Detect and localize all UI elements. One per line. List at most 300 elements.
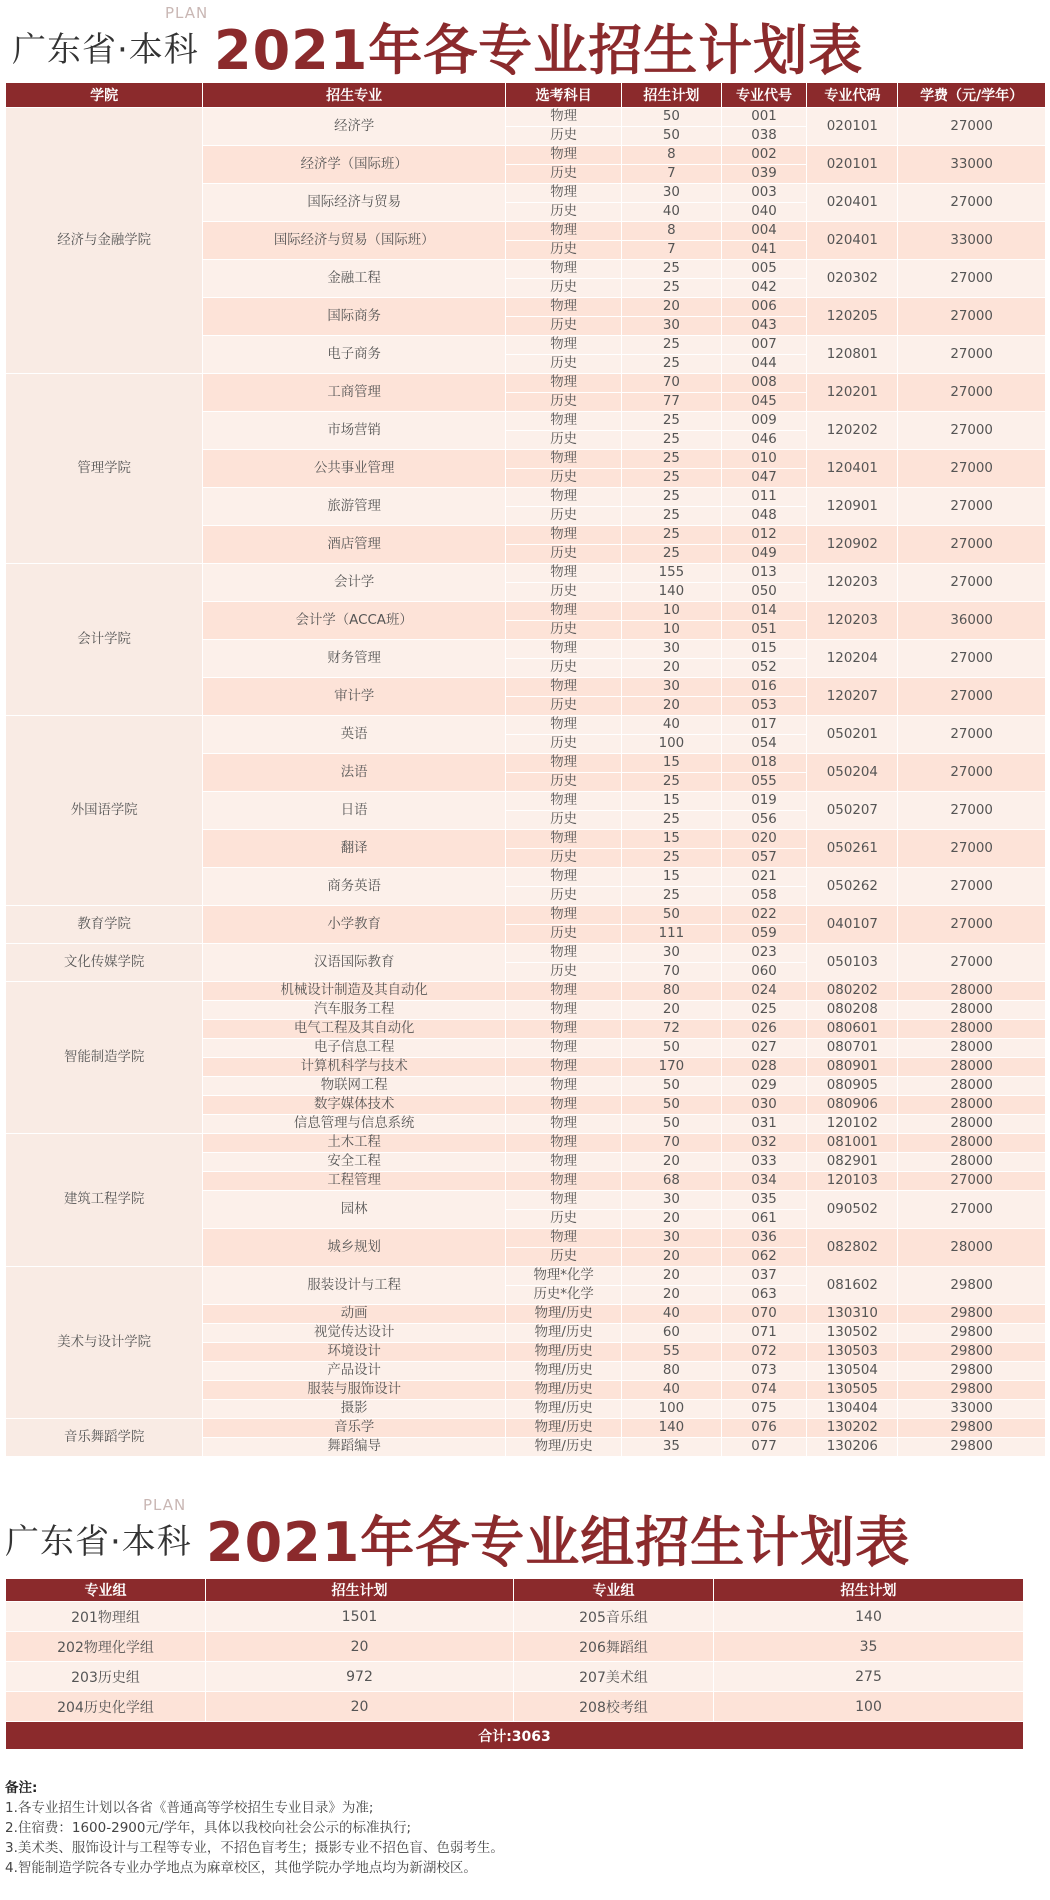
subject-cell: 物理/历史 — [506, 1381, 622, 1400]
major-code-cell: 080701 — [807, 1039, 898, 1058]
plan-count-cell: 30 — [622, 184, 721, 203]
major-id-cell: 002 — [721, 146, 807, 165]
major-id-cell: 006 — [721, 298, 807, 317]
major-code-cell: 130310 — [807, 1305, 898, 1324]
subject-cell: 历史 — [506, 279, 622, 298]
tuition-cell: 27000 — [898, 298, 1046, 336]
subject-cell: 物理 — [506, 412, 622, 431]
tuition-cell: 28000 — [898, 1229, 1046, 1267]
plan-count-cell: 20 — [622, 1210, 721, 1229]
tuition-cell: 28000 — [898, 1020, 1046, 1039]
tuition-cell: 27000 — [898, 374, 1046, 412]
plan-count-cell: 50 — [622, 1039, 721, 1058]
plan-count-cell: 25 — [622, 526, 721, 545]
major-id-cell: 038 — [721, 127, 807, 146]
major-code-cell: 050261 — [807, 830, 898, 868]
plan-count-cell: 25 — [622, 887, 721, 906]
subject-cell: 物理/历史 — [506, 1305, 622, 1324]
subject-cell: 历史 — [506, 431, 622, 450]
subject-cell: 物理 — [506, 1096, 622, 1115]
major-name-cell: 服装设计与工程 — [203, 1267, 506, 1305]
major-name-cell: 园林 — [203, 1191, 506, 1229]
major-name-cell: 视觉传达设计 — [203, 1324, 506, 1343]
major-id-cell: 013 — [721, 564, 807, 583]
subject-cell: 物理 — [506, 944, 622, 963]
major-code-cell: 020401 — [807, 184, 898, 222]
tuition-cell: 27000 — [898, 108, 1046, 146]
major-plan-table — [5, 82, 1046, 1457]
total-cell: 合计:3063 — [6, 1722, 1024, 1750]
major-name-cell: 审计学 — [203, 678, 506, 716]
major-name-cell: 信息管理与信息系统 — [203, 1115, 506, 1134]
major-id-cell: 060 — [721, 963, 807, 982]
group-name-cell: 208校考组 — [514, 1692, 714, 1722]
major-id-cell: 045 — [721, 393, 807, 412]
header-subtitle: 广东省·本科 — [12, 30, 199, 70]
major-code-cell: 130502 — [807, 1324, 898, 1343]
subject-cell: 历史 — [506, 583, 622, 602]
subject-cell: 物理/历史 — [506, 1438, 622, 1457]
major-name-cell: 汽车服务工程 — [203, 1001, 506, 1020]
header-1 — [0, 0, 1050, 82]
note-item: 4.智能制造学院各专业办学地点为麻章校区，其他学院办学地点均为新湖校区。 — [5, 1860, 477, 1876]
major-id-cell: 007 — [721, 336, 807, 355]
subject-cell: 物理 — [506, 222, 622, 241]
subject-cell: 物理 — [506, 336, 622, 355]
tuition-cell: 28000 — [898, 1134, 1046, 1153]
major-code-cell: 020302 — [807, 260, 898, 298]
plan-count-cell: 20 — [622, 298, 721, 317]
major-code-cell: 120103 — [807, 1172, 898, 1191]
major-code-cell: 120401 — [807, 450, 898, 488]
major-name-cell: 环境设计 — [203, 1343, 506, 1362]
major-id-cell: 070 — [721, 1305, 807, 1324]
note-item: 2.住宿费：1600-2900元/学年，具体以我校向社会公示的标准执行; — [5, 1820, 412, 1836]
plan-count-cell: 25 — [622, 450, 721, 469]
major-code-cell: 080601 — [807, 1020, 898, 1039]
group-name-cell: 203历史组 — [6, 1662, 206, 1692]
subject-cell: 物理 — [506, 716, 622, 735]
column-header: 专业组 — [514, 1579, 714, 1602]
major-name-cell: 小学教育 — [203, 906, 506, 944]
subject-cell: 物理 — [506, 1172, 622, 1191]
major-name-cell: 音乐学 — [203, 1419, 506, 1438]
major-id-cell: 036 — [721, 1229, 807, 1248]
college-cell: 文化传媒学院 — [6, 944, 203, 982]
tuition-cell: 27000 — [898, 450, 1046, 488]
major-id-cell: 005 — [721, 260, 807, 279]
subject-cell: 物理*化学 — [506, 1267, 622, 1286]
major-id-cell: 034 — [721, 1172, 807, 1191]
subject-cell: 历史 — [506, 811, 622, 830]
column-header: 招生计划 — [206, 1579, 514, 1602]
subject-cell: 历史 — [506, 393, 622, 412]
plan-count-cell: 15 — [622, 830, 721, 849]
subject-cell: 物理 — [506, 602, 622, 621]
subject-cell: 物理/历史 — [506, 1419, 622, 1438]
plan-count-cell: 30 — [622, 678, 721, 697]
major-name-cell: 国际商务 — [203, 298, 506, 336]
tuition-cell: 27000 — [898, 716, 1046, 754]
tuition-cell: 28000 — [898, 1096, 1046, 1115]
major-id-cell: 075 — [721, 1400, 807, 1419]
plan-count-cell: 155 — [622, 564, 721, 583]
major-id-cell: 048 — [721, 507, 807, 526]
major-code-cell: 050103 — [807, 944, 898, 982]
major-id-cell: 019 — [721, 792, 807, 811]
major-id-cell: 027 — [721, 1039, 807, 1058]
table-row — [6, 1602, 1024, 1632]
major-id-cell: 033 — [721, 1153, 807, 1172]
plan-count-cell: 80 — [622, 982, 721, 1001]
subject-cell: 物理 — [506, 260, 622, 279]
major-code-cell: 080906 — [807, 1096, 898, 1115]
plan-count-cell: 7 — [622, 165, 721, 184]
plan-count-cell: 20 — [622, 1001, 721, 1020]
college-cell: 建筑工程学院 — [6, 1134, 203, 1267]
major-name-cell: 摄影 — [203, 1400, 506, 1419]
subject-cell: 物理 — [506, 1191, 622, 1210]
major-id-cell: 016 — [721, 678, 807, 697]
group-name-cell: 206舞蹈组 — [514, 1632, 714, 1662]
subject-cell: 历史 — [506, 355, 622, 374]
subject-cell: 物理 — [506, 1115, 622, 1134]
subject-cell: 物理 — [506, 184, 622, 203]
tuition-cell: 27000 — [898, 488, 1046, 526]
major-code-cell: 080905 — [807, 1077, 898, 1096]
plan-count-cell: 140 — [622, 1419, 721, 1438]
table-row — [6, 982, 1046, 1001]
college-cell: 智能制造学院 — [6, 982, 203, 1134]
major-id-cell: 003 — [721, 184, 807, 203]
major-id-cell: 025 — [721, 1001, 807, 1020]
plan-count-cell: 8 — [622, 146, 721, 165]
major-code-cell: 082802 — [807, 1229, 898, 1267]
tuition-cell: 27000 — [898, 944, 1046, 982]
plan-count-cell: 25 — [622, 260, 721, 279]
column-header: 专业代码 — [807, 83, 898, 108]
major-name-cell: 土木工程 — [203, 1134, 506, 1153]
plan-count-cell: 140 — [622, 583, 721, 602]
group-plan-cell: 20 — [206, 1632, 514, 1662]
major-code-cell: 120902 — [807, 526, 898, 564]
plan-count-cell: 25 — [622, 469, 721, 488]
major-id-cell: 032 — [721, 1134, 807, 1153]
major-id-cell: 047 — [721, 469, 807, 488]
major-id-cell: 059 — [721, 925, 807, 944]
tuition-cell: 27000 — [898, 526, 1046, 564]
subject-cell: 历史 — [506, 697, 622, 716]
tuition-cell: 27000 — [898, 260, 1046, 298]
plan-count-cell: 68 — [622, 1172, 721, 1191]
major-code-cell: 120204 — [807, 640, 898, 678]
major-id-cell: 074 — [721, 1381, 807, 1400]
tuition-cell: 27000 — [898, 336, 1046, 374]
college-cell: 经济与金融学院 — [6, 108, 203, 374]
tuition-cell: 27000 — [898, 678, 1046, 716]
major-code-cell: 130503 — [807, 1343, 898, 1362]
major-name-cell: 金融工程 — [203, 260, 506, 298]
subject-cell: 历史 — [506, 165, 622, 184]
subject-cell: 历史 — [506, 1248, 622, 1267]
major-name-cell: 动画 — [203, 1305, 506, 1324]
major-code-cell: 130505 — [807, 1381, 898, 1400]
major-name-cell: 工商管理 — [203, 374, 506, 412]
college-cell: 管理学院 — [6, 374, 203, 564]
group-plan-cell: 275 — [714, 1662, 1024, 1692]
subject-cell: 物理 — [506, 526, 622, 545]
plan-count-cell: 30 — [622, 317, 721, 336]
plan-count-cell: 25 — [622, 336, 721, 355]
tuition-cell: 28000 — [898, 1058, 1046, 1077]
subject-cell: 物理 — [506, 1229, 622, 1248]
group-plan-cell: 20 — [206, 1692, 514, 1722]
plan-count-cell: 50 — [622, 127, 721, 146]
tuition-cell: 29800 — [898, 1438, 1046, 1457]
table-header-row — [6, 1579, 1024, 1602]
column-header: 专业代号 — [721, 83, 807, 108]
major-code-cell: 120201 — [807, 374, 898, 412]
tuition-cell: 27000 — [898, 868, 1046, 906]
page-title: 2021年各专业招生计划表 — [214, 19, 864, 82]
major-code-cell: 050204 — [807, 754, 898, 792]
major-id-cell: 011 — [721, 488, 807, 507]
subject-cell: 物理 — [506, 108, 622, 127]
major-name-cell: 公共事业管理 — [203, 450, 506, 488]
major-id-cell: 029 — [721, 1077, 807, 1096]
plan-count-cell: 60 — [622, 1324, 721, 1343]
tuition-cell: 33000 — [898, 1400, 1046, 1419]
table-row — [6, 108, 1046, 127]
major-name-cell: 会计学 — [203, 564, 506, 602]
subject-cell: 历史 — [506, 887, 622, 906]
subject-cell: 历史 — [506, 203, 622, 222]
tuition-cell: 28000 — [898, 1077, 1046, 1096]
header-2 — [0, 1492, 1050, 1572]
major-name-cell: 会计学（ACCA班） — [203, 602, 506, 640]
major-code-cell: 081001 — [807, 1134, 898, 1153]
plan-count-cell: 77 — [622, 393, 721, 412]
plan-count-cell: 111 — [622, 925, 721, 944]
major-id-cell: 004 — [721, 222, 807, 241]
major-name-cell: 经济学（国际班） — [203, 146, 506, 184]
major-code-cell: 080202 — [807, 982, 898, 1001]
subject-cell: 物理 — [506, 1020, 622, 1039]
major-code-cell: 120203 — [807, 564, 898, 602]
column-header: 学费（元/学年） — [898, 83, 1046, 108]
major-id-cell: 018 — [721, 754, 807, 773]
plan-count-cell: 35 — [622, 1438, 721, 1457]
major-name-cell: 服装与服饰设计 — [203, 1381, 506, 1400]
plan-count-cell: 10 — [622, 621, 721, 640]
major-name-cell: 电气工程及其自动化 — [203, 1020, 506, 1039]
plan-count-cell: 20 — [622, 697, 721, 716]
subject-cell: 物理 — [506, 640, 622, 659]
plan-count-cell: 70 — [622, 374, 721, 393]
major-name-cell: 酒店管理 — [203, 526, 506, 564]
major-code-cell: 082901 — [807, 1153, 898, 1172]
major-id-cell: 024 — [721, 982, 807, 1001]
tuition-cell: 28000 — [898, 1001, 1046, 1020]
major-name-cell: 法语 — [203, 754, 506, 792]
tuition-cell: 29800 — [898, 1419, 1046, 1438]
plan-count-cell: 7 — [622, 241, 721, 260]
major-name-cell: 旅游管理 — [203, 488, 506, 526]
major-id-cell: 014 — [721, 602, 807, 621]
column-header: 选考科目 — [506, 83, 622, 108]
major-id-cell: 071 — [721, 1324, 807, 1343]
major-code-cell: 090502 — [807, 1191, 898, 1229]
major-code-cell: 080901 — [807, 1058, 898, 1077]
table-header-row — [6, 83, 1046, 108]
tuition-cell: 28000 — [898, 1153, 1046, 1172]
column-header: 专业组 — [6, 1579, 206, 1602]
major-name-cell: 汉语国际教育 — [203, 944, 506, 982]
major-id-cell: 035 — [721, 1191, 807, 1210]
table-row — [6, 1267, 1046, 1286]
column-header: 招生专业 — [203, 83, 506, 108]
major-id-cell: 058 — [721, 887, 807, 906]
tuition-cell: 27000 — [898, 906, 1046, 944]
plan-count-cell: 80 — [622, 1362, 721, 1381]
major-code-cell: 120901 — [807, 488, 898, 526]
major-code-cell: 050201 — [807, 716, 898, 754]
group-plan-cell: 35 — [714, 1632, 1024, 1662]
plan-count-cell: 40 — [622, 1305, 721, 1324]
plan-count-cell: 50 — [622, 1077, 721, 1096]
major-id-cell: 010 — [721, 450, 807, 469]
major-id-cell: 046 — [721, 431, 807, 450]
major-id-cell: 001 — [721, 108, 807, 127]
group-plan-cell: 1501 — [206, 1602, 514, 1632]
major-id-cell: 031 — [721, 1115, 807, 1134]
subject-cell: 历史 — [506, 735, 622, 754]
table-row — [6, 1662, 1024, 1692]
major-id-cell: 061 — [721, 1210, 807, 1229]
major-id-cell: 054 — [721, 735, 807, 754]
subject-cell: 历史 — [506, 963, 622, 982]
plan-count-cell: 15 — [622, 868, 721, 887]
group-name-cell: 204历史化学组 — [6, 1692, 206, 1722]
header-subtitle-2: 广东省·本科 — [5, 1522, 192, 1562]
major-code-cell: 120203 — [807, 602, 898, 640]
subject-cell: 物理 — [506, 450, 622, 469]
plan-count-cell: 25 — [622, 545, 721, 564]
subject-cell: 历史 — [506, 545, 622, 564]
major-id-cell: 039 — [721, 165, 807, 184]
tuition-cell: 27000 — [898, 564, 1046, 602]
note-item: 3.美术类、服饰设计与工程等专业，不招色盲考生；摄影专业不招色盲、色弱考生。 — [5, 1840, 504, 1856]
plan-count-cell: 40 — [622, 203, 721, 222]
plan-count-cell: 25 — [622, 431, 721, 450]
major-code-cell: 130504 — [807, 1362, 898, 1381]
subject-cell: 物理 — [506, 298, 622, 317]
major-name-cell: 商务英语 — [203, 868, 506, 906]
group-plan-cell: 100 — [714, 1692, 1024, 1722]
tuition-cell: 27000 — [898, 640, 1046, 678]
table-row — [6, 944, 1046, 963]
tuition-cell: 27000 — [898, 1172, 1046, 1191]
plan-count-cell: 25 — [622, 355, 721, 374]
table-row — [6, 906, 1046, 925]
college-cell: 外国语学院 — [6, 716, 203, 906]
major-code-cell: 120207 — [807, 678, 898, 716]
major-id-cell: 076 — [721, 1419, 807, 1438]
table-row — [6, 1134, 1046, 1153]
major-id-cell: 062 — [721, 1248, 807, 1267]
table-row — [6, 1692, 1024, 1722]
total-row — [6, 1722, 1024, 1750]
subject-cell: 物理 — [506, 830, 622, 849]
group-plan-cell: 140 — [714, 1602, 1024, 1632]
subject-cell: 物理 — [506, 906, 622, 925]
column-header: 招生计划 — [714, 1579, 1024, 1602]
tuition-cell: 27000 — [898, 184, 1046, 222]
major-code-cell: 120205 — [807, 298, 898, 336]
table-row — [6, 1419, 1046, 1438]
tuition-cell: 29800 — [898, 1305, 1046, 1324]
table-row — [6, 1632, 1024, 1662]
major-id-cell: 009 — [721, 412, 807, 431]
subject-cell: 历史 — [506, 127, 622, 146]
plan-count-cell: 40 — [622, 716, 721, 735]
subject-cell: 历史 — [506, 849, 622, 868]
plan-count-cell: 100 — [622, 735, 721, 754]
tuition-cell: 33000 — [898, 222, 1046, 260]
major-name-cell: 市场营销 — [203, 412, 506, 450]
plan-count-cell: 25 — [622, 412, 721, 431]
major-id-cell: 044 — [721, 355, 807, 374]
column-header: 学院 — [6, 83, 203, 108]
tuition-cell: 29800 — [898, 1343, 1046, 1362]
subject-cell: 物理 — [506, 146, 622, 165]
plan-count-cell: 40 — [622, 1381, 721, 1400]
subject-cell: 物理 — [506, 564, 622, 583]
major-id-cell: 072 — [721, 1343, 807, 1362]
major-code-cell: 020401 — [807, 222, 898, 260]
tuition-cell: 29800 — [898, 1362, 1046, 1381]
plan-count-cell: 20 — [622, 1267, 721, 1286]
subject-cell: 物理 — [506, 488, 622, 507]
plan-count-cell: 25 — [622, 488, 721, 507]
major-id-cell: 041 — [721, 241, 807, 260]
plan-count-cell: 30 — [622, 1229, 721, 1248]
major-id-cell: 037 — [721, 1267, 807, 1286]
major-name-cell: 工程管理 — [203, 1172, 506, 1191]
subject-cell: 物理 — [506, 1077, 622, 1096]
major-name-cell: 电子信息工程 — [203, 1039, 506, 1058]
major-id-cell: 053 — [721, 697, 807, 716]
college-cell: 教育学院 — [6, 906, 203, 944]
tuition-cell: 33000 — [898, 146, 1046, 184]
major-id-cell: 030 — [721, 1096, 807, 1115]
major-id-cell: 012 — [721, 526, 807, 545]
plan-count-cell: 20 — [622, 1248, 721, 1267]
subject-cell: 物理 — [506, 982, 622, 1001]
group-plan-table — [5, 1578, 1024, 1750]
major-name-cell: 舞蹈编导 — [203, 1438, 506, 1457]
subject-cell: 物理/历史 — [506, 1343, 622, 1362]
tuition-cell: 29800 — [898, 1381, 1046, 1400]
major-id-cell: 052 — [721, 659, 807, 678]
plan-count-cell: 72 — [622, 1020, 721, 1039]
plan-count-cell: 50 — [622, 906, 721, 925]
plan-count-cell: 25 — [622, 849, 721, 868]
group-plan-cell: 972 — [206, 1662, 514, 1692]
subject-cell: 历史 — [506, 659, 622, 678]
major-code-cell: 120202 — [807, 412, 898, 450]
table-row — [6, 374, 1046, 393]
